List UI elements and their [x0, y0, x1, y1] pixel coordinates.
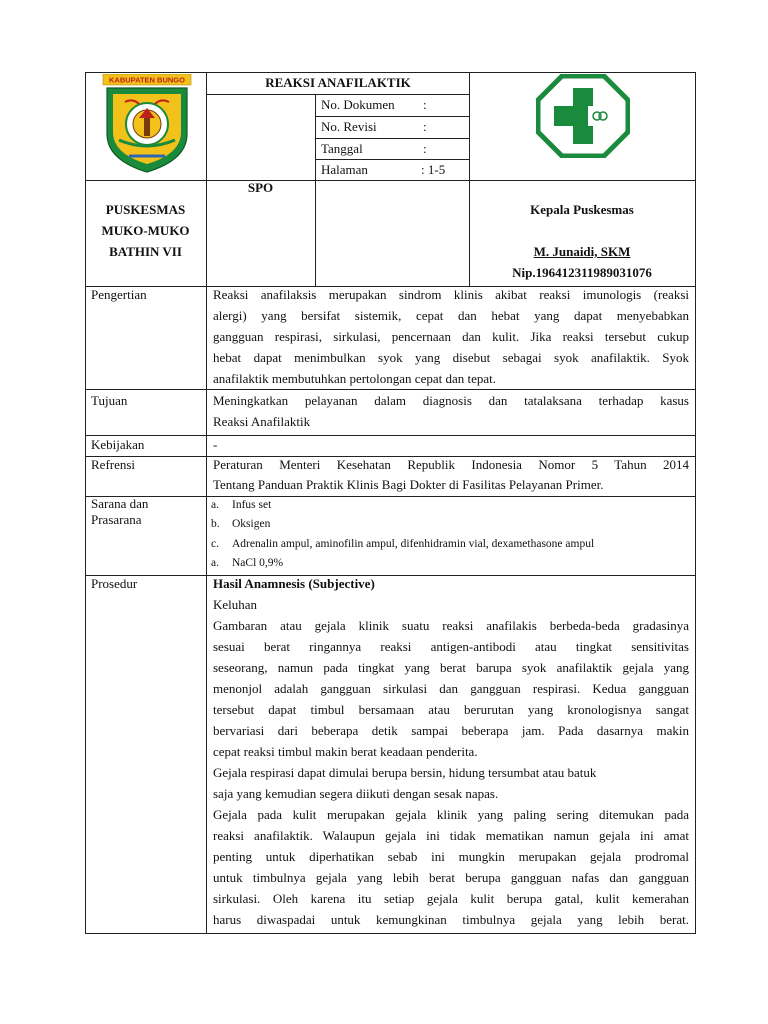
spo-label: SPO: [247, 180, 274, 195]
institution-line-3: BATHIN VII: [109, 244, 182, 259]
sarana-item-marker: b.: [211, 518, 220, 530]
pengertian-line: gangguan respirasi, sirkulasi, pencernaan dan kulit. Jika reaksi tersebut cukup: [213, 329, 689, 344]
prosedur-subheading: Keluhan: [213, 597, 258, 612]
row-line-prosedur: [85, 575, 696, 576]
prosedur-line: menonjol adalah gangguan sirkulasi dan gangguan respirasi. Kedua gangguan: [213, 681, 689, 696]
prosedur-line: sirkulasi. Oleh karena itu setiap gejala kulit berupa gatal, kulit kemerahan: [213, 891, 689, 906]
section-label-sarana-2: Prasarana: [91, 512, 142, 527]
section-label-sarana-1: Sarana dan: [91, 496, 149, 511]
refrensi-line: Tentang Panduan Praktik Klinis Bagi Dokter di Fasilitas Pelayanan Primer.: [213, 477, 604, 492]
section-label-kebijakan: Kebijakan: [91, 437, 145, 452]
section-label-pengertian: Pengertian: [91, 287, 147, 302]
doc-field-label-tanggal: Tanggal: [321, 141, 363, 156]
pengertian-line: anafilaktik membutuhkan pertolongan cepat dan tepat.: [213, 371, 497, 386]
doc-field-value-tanggal: :: [423, 141, 427, 156]
prosedur-line: bervariasi dari beberapa detik sampai beberapa jam. Pada dasarnya makin: [213, 723, 689, 738]
doc-field-label-halaman: Halaman: [321, 162, 368, 177]
prosedur-line: harus diwaspadai untuk kemungkinan timbulnya gejala yang lebih berat.: [213, 912, 689, 927]
prosedur-line: seseorang, namun pada tingkat yang berat barupa syok anafilaktik gejala yang: [213, 660, 689, 675]
sarana-item-text: NaCl 0,9%: [232, 557, 284, 569]
section-label-refrensi: Refrensi: [91, 457, 136, 472]
prosedur-line: cepat reaksi timbul makin berat keadaan penderita.: [213, 744, 478, 759]
doc-field-value-no-revisi: :: [423, 119, 427, 134]
spo-divider: [315, 94, 316, 286]
table-border-right: [695, 72, 696, 934]
section-label-tujuan: Tujuan: [91, 393, 128, 408]
document-title: REAKSI ANAFILAKTIK: [265, 75, 411, 90]
pengertian-line: alergi) yang bersifat sistemik, cepat dan hebat yang dapat menyebabkan: [213, 308, 689, 323]
doc-field-value-halaman: : 1-5: [421, 162, 446, 177]
section-label-prosedur: Prosedur: [91, 576, 138, 591]
prosedur-line: saja yang kemudian segera diikuti dengan sesak napas.: [213, 786, 499, 801]
table-border-bottom: [85, 933, 696, 934]
prosedur-line: sesuai berat ringannya reaksi antigen-antibodi atau tingkat sensitivitas: [213, 639, 689, 654]
sarana-item-marker: a.: [211, 557, 219, 569]
pengertian-line: hebat dapat menimbulkan syok yang disebut sebagai syok anafilaktik. Syok: [213, 350, 689, 365]
row-line-sarana: [85, 496, 696, 497]
prosedur-line: reaksi anafilaktik. Walaupun gejala ini tidak mematikan namun gejala ini amat: [213, 828, 689, 843]
doc-field-value-no-dokumen: :: [423, 97, 427, 112]
kebijakan-value: -: [213, 437, 218, 452]
head-name: M. Junaidi, SKM: [533, 244, 631, 259]
kabupaten-bungo-logo: [99, 74, 195, 174]
head-title: Kepala Puskesmas: [530, 202, 634, 217]
institution-line-1: PUSKESMAS: [105, 202, 186, 217]
logo-banner-text: KABUPATEN BUNGO: [109, 75, 185, 85]
tujuan-line: Meningkatkan pelayanan dalam diagnosis dan tatalaksana terhadap kasus: [213, 393, 689, 408]
label-column-divider: [206, 72, 207, 934]
prosedur-line: Gejala pada kulit merupakan gejala klinik yang paling sering ditemukan pada: [213, 807, 689, 822]
sarana-item-marker: a.: [211, 499, 219, 511]
prosedur-line: Gambaran atau gejala klinik suatu reaksi anafilakis berbeda-beda gradasinya: [213, 618, 689, 633]
prosedur-line: Gejala respirasi dapat dimulai berupa bersin, hidung tersumbat atau batuk: [213, 765, 597, 780]
prosedur-line: untuk timbulnya gejala yang lebih berat berupa gangguan nafas dan gangguan: [213, 870, 689, 885]
sarana-item-text: Oksigen: [232, 518, 271, 530]
pengertian-line: Reaksi anafilaksis merupakan sindrom klinis akibat reaksi imunologis (reaksi: [213, 287, 689, 302]
spo-document: [85, 72, 696, 934]
prosedur-heading: Hasil Anamnesis (Subjective): [213, 576, 375, 591]
header-mid-line: [85, 180, 696, 181]
tujuan-line: Reaksi Anafilaktik: [213, 414, 311, 429]
row-line-kebijakan: [85, 435, 696, 436]
institution-line-2: MUKO-MUKO: [101, 223, 190, 238]
doc-field-label-no-revisi: No. Revisi: [321, 119, 377, 134]
sarana-item-text: Adrenalin ampul, aminofilin ampul, difenhidramin vial, dexamethasone ampul: [232, 538, 595, 550]
head-nip: Nip.196412311989031076: [512, 265, 652, 280]
doc-field-label-no-dokumen: No. Dokumen: [321, 97, 395, 112]
puskesmas-logo: [536, 74, 630, 158]
refrensi-line: Peraturan Menteri Kesehatan Republik Indonesia Nomor 5 Tahun 2014: [213, 457, 689, 472]
prosedur-line: penting untuk diperhatikan sebab ini mungkin merupakan gejala prodromal: [213, 849, 689, 864]
sarana-item-text: Infus set: [232, 499, 272, 511]
prosedur-line: tersebut dapat timbul bersamaan atau berurutan yang kronologisnya sangat: [213, 702, 689, 717]
sarana-item-marker: c.: [211, 538, 219, 550]
